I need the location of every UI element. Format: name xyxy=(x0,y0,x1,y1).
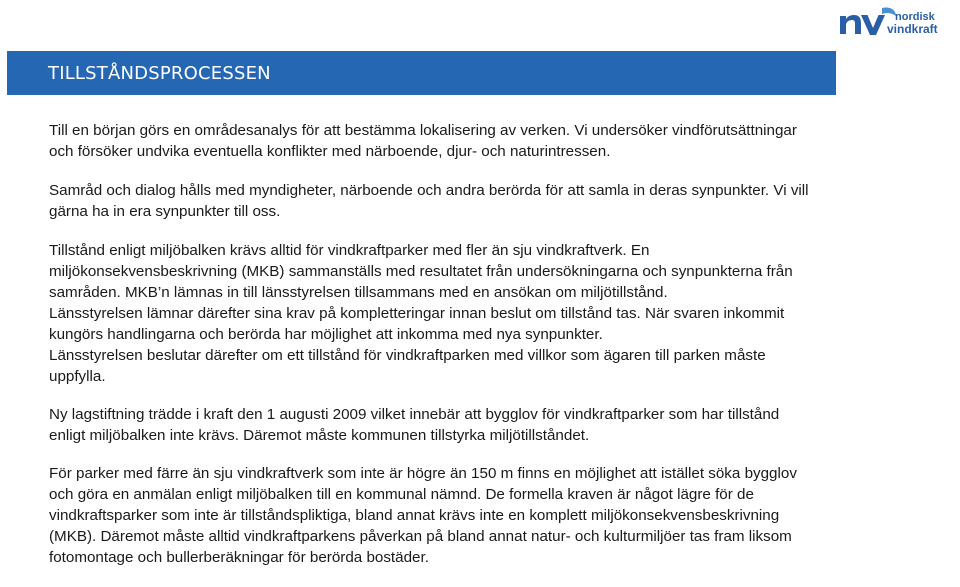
paragraph-permit-mkb: Tillstånd enligt miljöbalken krävs alltid för vindkraftparker med fler än sju vindkraftverk. En miljökonsekvensbeskrivning (MKB) sammanställs med resultatet från undersökningarna och synpunkterna från samråden. MKB’n lämnas in till länsstyrelsen tillsammans med en ansökan om miljötillstånd. xyxy=(49,242,793,301)
paragraph-county-requirements: Länsstyrelsen lämnar därefter sina krav på kompletteringar innan beslut om tillstånd tas. När svaren inkommit kungörs handlingarna och berörda har möjlighet att inkomma med nya synpunkter. xyxy=(49,305,785,343)
body-text xyxy=(49,120,809,568)
paragraph-county-decision: Länsstyrelsen beslutar därefter om ett tillstånd för vindkraftparken med villkor som ägaren till parken måste uppfylla. xyxy=(49,347,766,385)
paragraph-consultation: Samråd och dialog hålls med myndigheter, närboende och andra berörda för att samla in deras synpunkter. Vi vill gärna ha in era synpunkter till oss. xyxy=(49,182,809,220)
nordisk-vindkraft-logo xyxy=(838,4,942,44)
logo-mark-icon xyxy=(838,4,942,44)
section-header-bar xyxy=(7,51,836,95)
logo-line2: vindkraft xyxy=(887,22,938,36)
section-title: TILLSTÅNDSPROCESSEN xyxy=(48,63,271,84)
paragraph-area-analysis: Till en början görs en områdesanalys för att bestämma lokalisering av verken. Vi undersöker vindförutsättningar och försöker undvika eventuella konflikter med närboende, djur- och naturintressen. xyxy=(49,122,797,160)
logo-line1: nordisk xyxy=(895,11,935,23)
paragraph-new-legislation: Ny lagstiftning trädde i kraft den 1 augusti 2009 vilket innebär att bygglov för vindkraftparker som har tillstånd enligt miljöbalken inte krävs. Däremot måste kommunen tillstyrka miljötillståndet. xyxy=(49,406,780,444)
paragraph-small-parks: För parker med färre än sju vindkraftverk som inte är högre än 150 m finns en möjlighet att istället söka bygglov och göra en anmälan enligt miljöbalken till en kommunal nämnd. De formella kraven är något lägre för de vindkraftsparker som inte är tillståndspliktiga, bland annat krävs inte en komplett miljökonsekvensbeskrivning (MKB). Däremot måste alltid vindkraftparkens påverkan på bland annat natur- och kulturmiljöer tas fram liksom fotomontage och bullerberäkningar för berörda bostäder. xyxy=(49,465,797,566)
